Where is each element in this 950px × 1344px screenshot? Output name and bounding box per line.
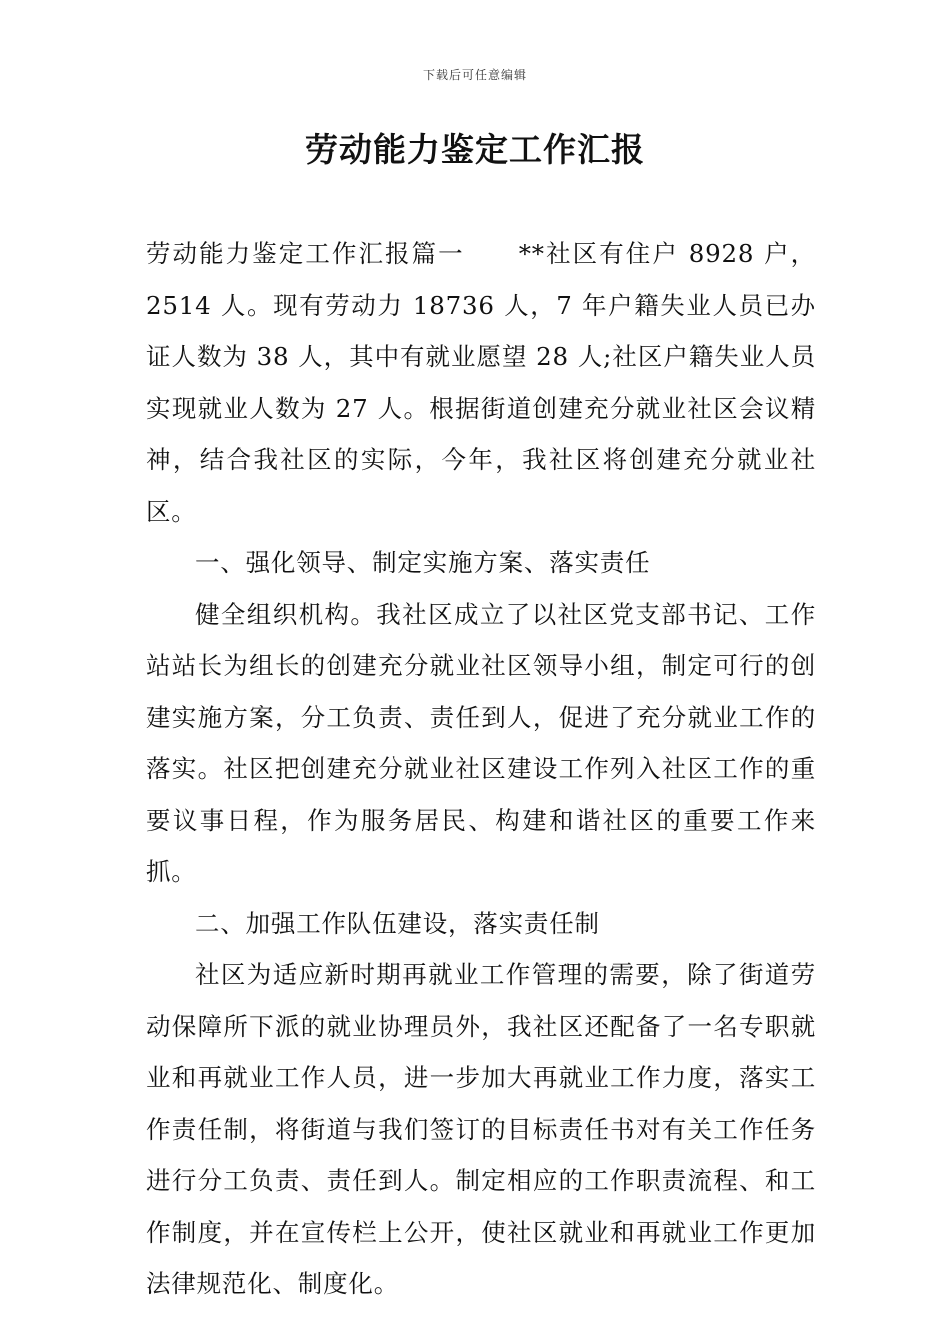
- section-body: 健全组织机构。我社区成立了以社区党支部书记、工作站站长为组长的创建充分就业社区领导小组，制定可行的创建实施方案，分工负责、责任到人，促进了充分就业工作的落实。社区把创建充分就业社区建设工作列入社区工作的重要议事日程，作为服务居民、构建和谐社区的重要工作来抓。: [146, 599, 816, 886]
- intro-paragraph: [146, 228, 816, 537]
- intro-heading: 劳动能力鉴定工作汇报篇一: [146, 239, 465, 268]
- intro-text: **社区有住户 8928 户，2514 人。现有劳动力 18736 人，7 年户籍失业人员已办证人数为 38 人，其中有就业愿望 28 人;社区户籍失业人员实现就业人数为 27 人。根据街道创建充分就业社区会议精神，结合我社区的实际，今年，我社区将创建充分就业社区。: [146, 239, 816, 526]
- section-body: 社区为适应新时期再就业工作管理的需要，除了街道劳动保障所下派的就业协理员外，我社区还配备了一名专职就业和再就业工作人员，进一步加大再就业工作力度，落实工作责任制，将街道与我们签订的目标责任书对有关工作任务进行分工负责、责任到人。制定相应的工作职责流程、和工作制度，并在宣传栏上公开，使社区就业和再就业工作更加法律规范化、制度化。: [146, 960, 816, 1298]
- header-note: 下载后可任意编辑: [422, 68, 527, 82]
- document-body: [146, 228, 816, 1310]
- section-heading: 二、加强工作队伍建设，落实责任制: [195, 908, 600, 938]
- section-heading: 一、强化领导、制定实施方案、落实责任: [195, 548, 651, 577]
- document-title: 劳动能力鉴定工作汇报: [305, 130, 645, 169]
